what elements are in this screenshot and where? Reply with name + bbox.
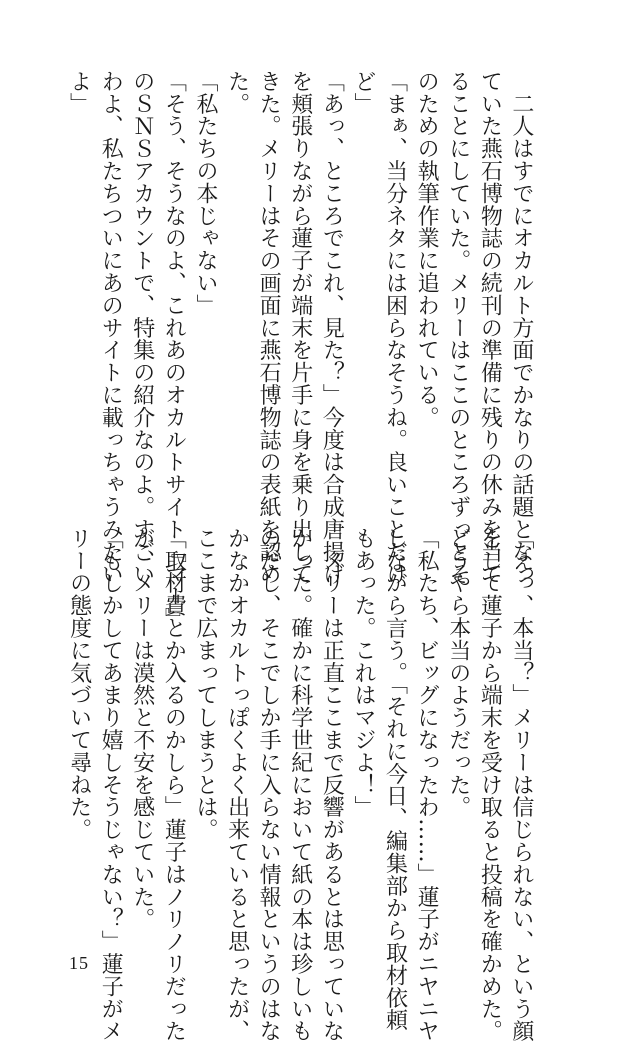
- text-line: が、メリーは漠然と不安を感じていた。: [129, 527, 155, 931]
- upper-text-block: [63, 70, 537, 630]
- text-line: どうやら本当のようだった。: [445, 527, 471, 819]
- text-line: のだし、そこでしか手に入らない情報というのはな: [256, 527, 282, 1042]
- text-line: かなかオカルトっぽくよく出来ていると思ったが、: [224, 527, 250, 1042]
- text-line: わよ、私たちついにあのサイトに載っちゃうみたい: [98, 70, 124, 586]
- text-line: もあった。これはマジよ！」: [350, 527, 376, 819]
- text-line: リーの態度に気づいて尋ねた。: [66, 527, 92, 841]
- text-line: ていた燕石博物誌の続刊の準備に残りの休みを当て: [477, 70, 503, 586]
- text-line: 「もしかしてあまり嬉しそうじゃない？」蓮子がメ: [98, 527, 124, 1042]
- text-line: ここまで広まってしまうとは。: [192, 527, 218, 841]
- text-line: を頬張りながら蓮子が端末を片手に身を乗り出して: [287, 70, 313, 586]
- text-line: 二人はすでにオカルト方面でかなりの話題となっ: [508, 70, 534, 586]
- text-line: ど」: [350, 70, 376, 115]
- text-line: た。: [224, 70, 250, 115]
- text-line: 「私たち、ビッグになったわ……」蓮子がニヤニヤ: [414, 527, 440, 1042]
- text-line: きた。メリーはその画面に燕石博物誌の表紙を認め: [256, 70, 282, 586]
- text-line: しながら言う。「それに今日、編集部から取材依頼: [382, 527, 408, 1032]
- text-line: 「まぁ、当分ネタには困らなそうね。良いことだけ: [382, 70, 408, 586]
- text-line: をして蓮子から端末を受け取ると投稿を確かめた。: [477, 527, 503, 1042]
- text-line: 「そう、そうなのよ、これあのオカルトサイト『マー』: [161, 70, 187, 630]
- text-line: のための執筆作業に追われている。: [414, 70, 440, 429]
- lower-text-block: [63, 527, 537, 1042]
- text-line: 「あっ、ところでこれ、見た？」今度は合成唐揚げ: [319, 70, 345, 586]
- text-line: かった。確かに科学世紀において紙の本は珍しいも: [287, 527, 313, 1042]
- text-line: よ」: [66, 70, 92, 115]
- text-line: ることにしていた。メリーはここのところずっとそ: [445, 70, 471, 586]
- text-line: 「私たちの本じゃない」: [192, 70, 218, 317]
- text-line: 「えっ、本当？」メリーは信じられない、という顔: [508, 527, 534, 1042]
- page-number: 15: [69, 953, 89, 973]
- text-line: 「取材費とか入るのかしら」蓮子はノリノリだった: [161, 527, 187, 1042]
- text-line: のＳＮＳアカウントで、特集の紹介なのよ。すごい: [129, 70, 155, 586]
- text-line: メリーは正直ここまで反響があるとは思っていな: [319, 527, 345, 1042]
